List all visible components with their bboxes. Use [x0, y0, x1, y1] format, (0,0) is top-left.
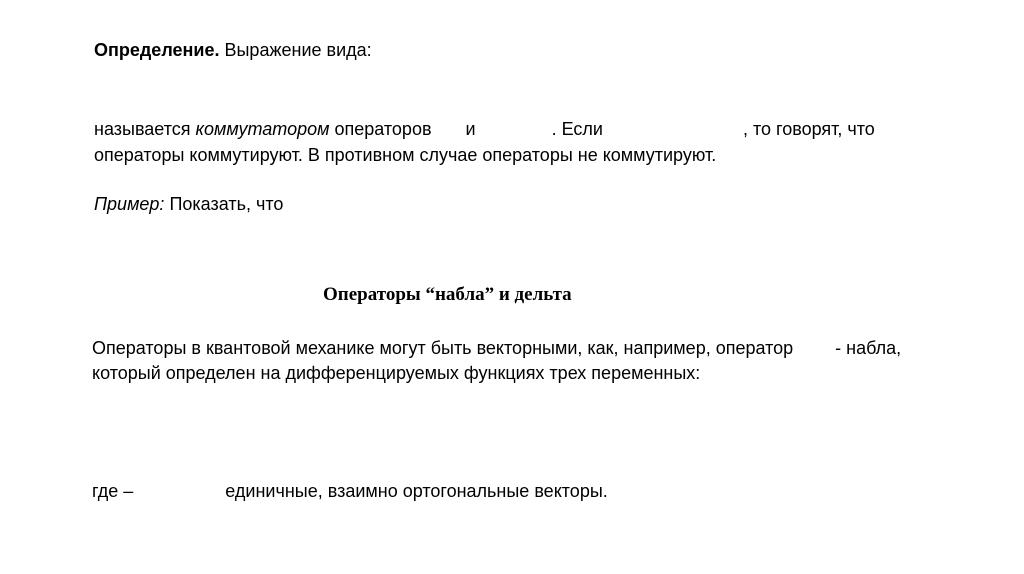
nabla-text-end: - набла, — [835, 338, 902, 358]
nabla-line-1 — [92, 337, 901, 359]
example-line — [94, 193, 283, 215]
definition-text: Выражение вида: — [219, 40, 372, 60]
commutator-and: и — [465, 119, 476, 139]
commutator-if: . Если — [551, 119, 603, 139]
section-heading: Операторы “набла” и дельта — [323, 284, 572, 305]
example-text: Показать, что — [164, 194, 284, 214]
commutator-line-2: операторы коммутируют. В противном случае операторы не коммутируют. — [94, 145, 717, 165]
where-label: где – — [92, 481, 134, 501]
commutator-operators: операторов — [329, 119, 432, 139]
commutator-then-say: , то говорят, что — [742, 119, 875, 139]
commutator-term: коммутатором — [195, 119, 330, 139]
definition-line — [94, 39, 372, 61]
commutator-called: называется — [94, 119, 196, 139]
example-label: Пример: — [94, 194, 165, 214]
where-text: единичные, взаимно ортогональные векторы. — [225, 481, 608, 501]
nabla-line-2: который определен на дифференцируемых функциях трех переменных: — [92, 363, 701, 383]
definition-label: Определение. — [94, 40, 220, 60]
commutator-line-1 — [94, 118, 875, 140]
nabla-text-start: Операторы в квантовой механике могут быть векторными, как, например, оператор — [92, 338, 794, 358]
where-line — [92, 480, 608, 502]
